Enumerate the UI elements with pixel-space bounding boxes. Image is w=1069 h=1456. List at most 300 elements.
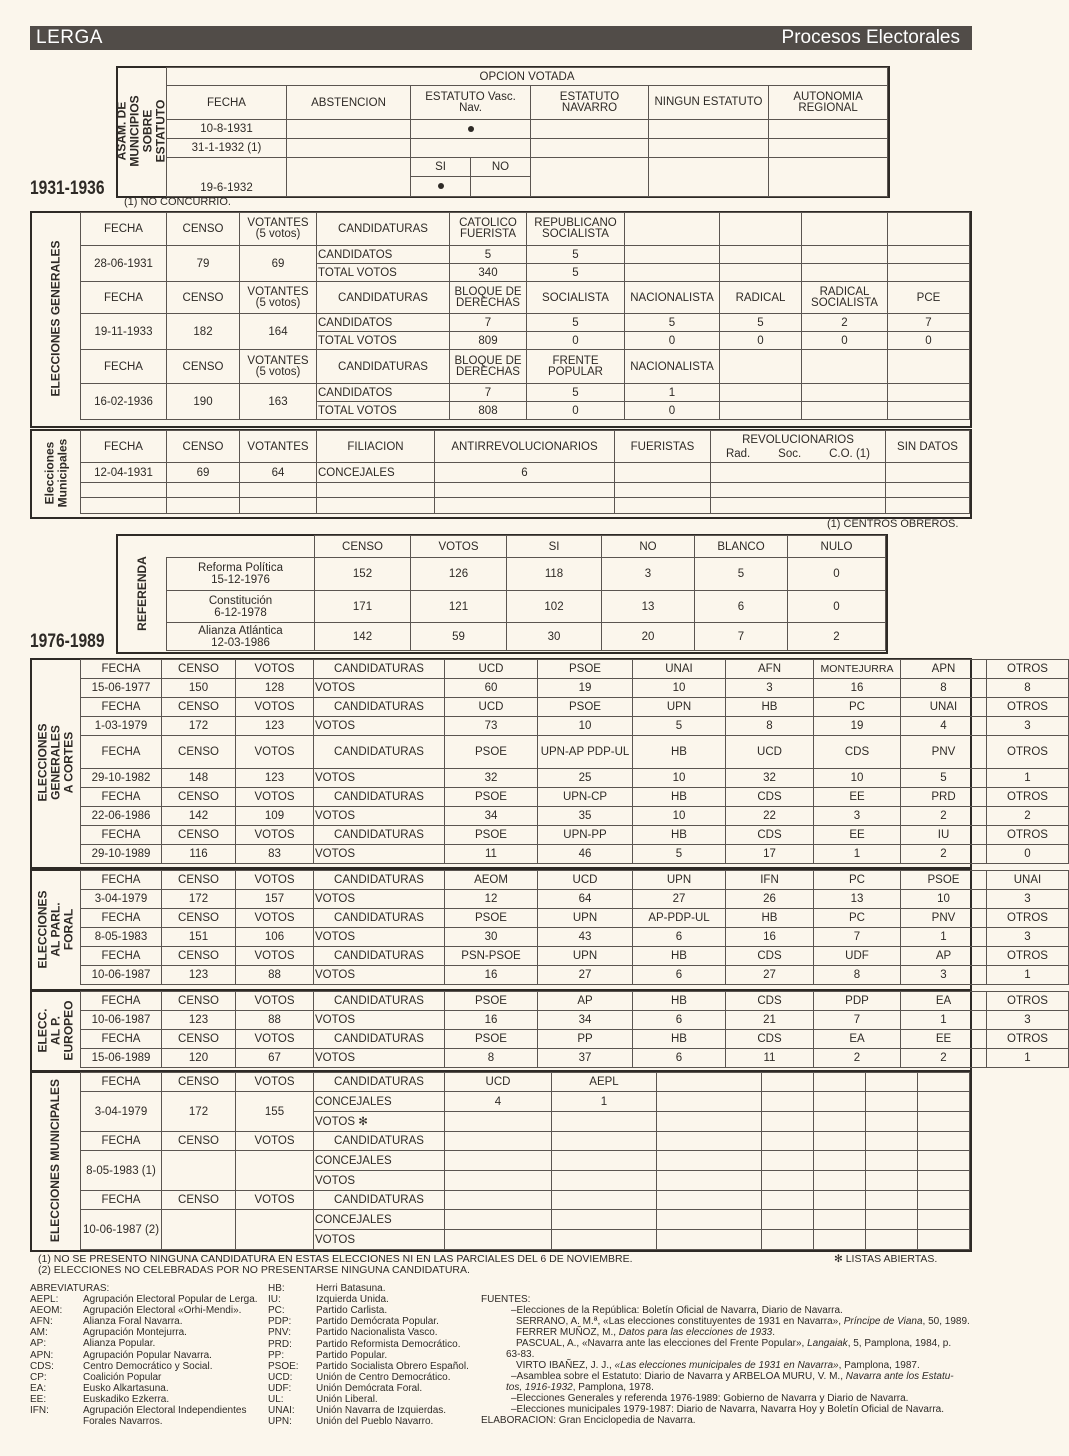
row-label: TOTAL VOTOS [317,332,450,350]
col-head: VOTOS [236,660,314,679]
party-head: REPUBLICANO SOCIALISTA [527,213,625,246]
value-cell: 16 [445,1011,538,1030]
value-cell: 2 [901,845,987,864]
abbr-value: Coalición Popular [83,1371,162,1383]
footnotes [38,1254,633,1277]
referendum-name-cell: Constitución 6-12-1978 [167,591,315,623]
votos-cell: 123 [236,769,314,788]
party-head: CATOLICO FUERISTA [450,213,527,246]
municipales-1931-label: Elecciones Municipales [42,438,70,508]
abbr-value: Unión Navarra de Izquierdas. [316,1405,447,1417]
value-cell: 27 [538,966,633,985]
party-head: OTROS [987,992,1069,1011]
value-cell: 3 [901,966,987,985]
row-label: VOTOS ✻ [314,1112,445,1132]
censo-cell: 120 [162,1049,236,1068]
value-cell: 1 [987,966,1069,985]
fuente-line: VIRTO IBAÑEZ, J. J., «Las elecciones municipales de 1931 en Navarra», Pamplona, 1987. [516,1360,920,1371]
col-head: CENSO [167,350,240,384]
col-head: CANDIDATURAS [317,282,450,314]
party-head: HB [726,909,814,928]
value-cell: 0 [788,591,886,623]
abbr-value: Herri Batasuna. [316,1283,386,1294]
value-cell: 152 [315,558,411,591]
value-cell: 5 [695,558,788,591]
col-head: CANDIDATURAS [314,871,445,890]
censo-cell: 116 [162,845,236,864]
col-head: SI [507,536,602,558]
party-head: CDS [726,788,814,807]
table-row [81,679,1069,698]
col-head: VOTOS [236,1073,314,1092]
table-header-row [81,736,1069,769]
row-label: CANDIDATOS [317,246,450,264]
party-head: UNAI [633,660,726,679]
row-label: CONCEJALES [314,1092,445,1112]
abbr-value: Forales Navarros. [83,1416,163,1428]
date-cell: 29-10-1982 [81,769,162,788]
vote-dot-icon [468,126,474,132]
party-head: PDP [814,992,901,1011]
party-head: RADICAL SOCIALISTA [802,282,888,314]
col-head: CANDIDATURAS [314,947,445,966]
municipales-1931-table [80,430,970,514]
col-head: FECHA [81,282,167,314]
abbr-value: Agrupación Montejurra. [83,1327,187,1339]
col-head: CENSO [162,1132,236,1151]
abbr-value: Euskadiko Ezkerra. [83,1393,170,1405]
col-head: AUTONOMIA REGIONAL [769,86,888,120]
abbr-value: Alianza Foral Navarra. [83,1316,183,1328]
party-head: AP [901,947,987,966]
col-head: CENSO [167,213,240,246]
value-cell: 6 [695,591,788,623]
date-cell: 10-06-1987 [81,1011,162,1030]
table-header-row [81,660,1069,679]
col-head: FECHA [81,871,162,890]
abbr-key: AEOM: [30,1305,63,1317]
value-cell: 121 [411,591,507,623]
party-head: APN [901,660,987,679]
col-head: VOTOS [236,1132,314,1151]
value-cell: 37 [538,1049,633,1068]
table-row [81,807,1069,826]
party-head: UPN [633,871,726,890]
party-head: OTROS [987,909,1069,928]
party-head: MONTEJURRA [814,660,901,679]
value-cell: 2 [802,314,888,332]
abbr-list-2 [268,1283,478,1433]
value-cell: 6 [633,1049,726,1068]
col-head: CENSO [162,947,236,966]
value-cell: 1 [901,928,987,947]
value-cell: 0 [788,558,886,591]
censo-cell: 172 [162,890,236,909]
footnote-2: (2) ELECCIONES NO CELEBRADAS POR NO PRESENTARSE NINGUNA CANDIDATURA. [38,1264,470,1277]
date-cell: 15-06-1989 [81,1049,162,1068]
row-label: VOTOS [314,1049,445,1068]
col-head: CENSO [162,1191,236,1210]
value-cell: 3 [726,679,814,698]
municipales-79-label: ELECCIONES MUNICIPALES [48,1078,63,1243]
value-cell: 17 [726,845,814,864]
col-head: FECHA [81,947,162,966]
party-head: CDS [814,736,901,769]
row-label: VOTOS [314,966,445,985]
fuente-line: 63-83. [506,1349,535,1360]
abbr-key: AM: [30,1327,48,1339]
abbr-value: Partido Socialista Obrero Español. [316,1360,469,1372]
censo-cell: 69 [167,463,240,483]
value-cell: 59 [411,623,507,651]
generales-1931-table [80,212,970,420]
abbr-key: UNAI: [268,1405,295,1417]
value-cell: 34 [445,807,538,826]
date-cell: 10-06-1987 [81,966,162,985]
value-cell: 7 [888,314,970,332]
party-head: OTROS [987,1030,1069,1049]
header-left-title: LERGA [36,27,103,48]
value-cell: 10 [633,679,726,698]
col-head: FECHA [81,660,162,679]
abbr-value: Agrupación Electoral Independientes [83,1405,247,1416]
party-head: CDS [726,1030,814,1049]
col-head: CENSO [162,660,236,679]
value-cell: 16 [726,928,814,947]
party-head: FRENTE POPULAR [527,350,625,384]
party-head: OTROS [987,788,1069,807]
votos-cell: 88 [236,1011,314,1030]
party-head: PCE [888,282,970,314]
col-head: CANDIDATURAS [314,1191,445,1210]
row-label: CANDIDATOS [317,314,450,332]
abbr-key: PRD: [268,1338,292,1350]
party-head: RADICAL [720,282,802,314]
abbr-value: Partido Popular. [316,1349,388,1361]
si-no-cell [411,158,531,197]
abbr-value: Partido Demócrata Popular. [316,1316,439,1328]
value-cell: 3 [602,558,695,591]
fuente-line: tos, 1916-1932, Pamplona, 1978. [506,1382,654,1393]
party-head: AP [538,992,633,1011]
value-cell: 27 [633,890,726,909]
value-cell: 2 [788,623,886,651]
col-head: FUERISTAS [615,431,711,463]
header-right-title: Procesos Electorales [781,27,960,48]
value-cell: 340 [450,264,527,282]
votos-cell: 67 [236,1049,314,1068]
table-row [167,591,886,623]
fuente-line: SERRANO, A. M.ª, «Las elecciones constituyentes de 1931 en Navarra», Príncipe de Viana, 50, 1989. [516,1316,970,1327]
col-head: FECHA [167,86,287,120]
referendum-name-cell: Alianza Atlántica 12-03-1986 [167,623,315,651]
col-head: FECHA [81,350,167,384]
party-head: PSOE [901,871,987,890]
party-head: PC [814,698,901,717]
value-cell: 11 [445,845,538,864]
value-cell: 6 [633,966,726,985]
value-cell: 10 [901,890,987,909]
abbr-value: Agrupación Popular Navarra. [83,1349,212,1361]
votos-cell: 109 [236,807,314,826]
value-cell: 0 [987,845,1069,864]
date-cell: 8-05-1983 [81,928,162,947]
row-label: VOTOS [314,845,445,864]
votos-cell: 157 [236,890,314,909]
abbr-key: PNV: [268,1327,291,1339]
censo-cell: 151 [162,928,236,947]
row-label: VOTOS [314,717,445,736]
value-cell: 8 [445,1049,538,1068]
party-head: PSOE [445,736,538,769]
value-cell: 5 [901,769,987,788]
col-head: CENSO [162,1030,236,1049]
party-head: UNAI [901,698,987,717]
footnote-star: ✻ LISTAS ABIERTAS. [834,1253,938,1265]
col-head: NO [602,536,695,558]
fuente-line: –Asamblea sobre el Estatuto: Diario de Navarra y ARBELOA MURU, V. M., Navarra ante los Estatu- [511,1371,954,1382]
value-cell: 5 [527,384,625,402]
sub-head: Rad. [725,447,751,460]
fuente-line: FERRER MUÑOZ, M., Datos para las elecciones de 1933. [516,1327,775,1338]
vote-dot-cell [411,120,531,139]
value-cell: 73 [445,717,538,736]
europeo-table [80,991,1069,1068]
value-cell: 12 [445,890,538,909]
value-cell: 32 [445,769,538,788]
col-head: VOTOS [236,788,314,807]
value-cell: 118 [507,558,602,591]
municipales-79-table [80,1072,970,1250]
value-cell: 8 [987,679,1069,698]
party-head: UPN-CP [538,788,633,807]
abbr-key: APN: [30,1349,54,1361]
abbr-value: Unión de Centro Democrático. [316,1371,451,1383]
value-cell: 22 [726,807,814,826]
col-head: CANDIDATURAS [314,992,445,1011]
party-head: OTROS [987,736,1069,769]
party-head: UCD [726,736,814,769]
col-head: CANDIDATURAS [314,1030,445,1049]
party-head: HB [726,698,814,717]
value-cell: 10 [814,769,901,788]
abbr-key: AEPL: [30,1294,59,1305]
col-head: VOTANTES (5 votos) [240,350,317,384]
censo-cell: 190 [167,384,240,420]
value-cell: 5 [450,246,527,264]
sub-head: Soc. [778,447,802,460]
votos-cell: 106 [236,928,314,947]
abbr-value: Partido Carlista. [316,1305,388,1317]
party-head: HB [633,1030,726,1049]
party-head: NACIONALISTA [625,350,720,384]
table-row [167,558,886,591]
value-cell: 7 [450,384,527,402]
europeo-label: ELECC. AL P. EUROPEO [35,999,76,1061]
col-head: CENSO [162,992,236,1011]
table-row [81,890,1069,909]
votos-cell: 83 [236,845,314,864]
value-cell: 142 [315,623,411,651]
col-head: FECHA [81,992,162,1011]
col-head: VOTOS [236,909,314,928]
abbr-key: PC: [268,1305,285,1317]
party-head: PSOE [538,660,633,679]
abbr-key: AFN: [30,1316,53,1328]
value-cell: 2 [987,807,1069,826]
col-head: VOTOS [411,536,507,558]
fuente-line: –Elecciones municipales 1979-1987: Diario de Navarra, Navarra Hoy y Boletín Oficial de Navarra. [511,1404,944,1415]
votantes-cell: 64 [240,463,317,483]
value-cell: 16 [814,679,901,698]
party-head: UCD [538,871,633,890]
col-head: VOTOS [236,947,314,966]
revolucionarios-head [711,431,886,463]
party-head: UPN-PP [538,826,633,845]
col-head: FECHA [81,909,162,928]
fuente-line: PASCUAL, A., «Navarra ante las elecciones del Frente Popular», Langaiak, 5, Pamplona, 1984, p. [516,1338,952,1349]
table-row [81,1049,1069,1068]
party-head: OTROS [987,826,1069,845]
party-head: CDS [726,826,814,845]
abbr-value: Unión Liberal. [316,1394,378,1405]
value-cell: 808 [450,402,527,420]
value-cell: 43 [538,928,633,947]
cortes-table [80,659,1069,864]
col-head: CANDIDATURAS [314,736,445,769]
col-head: VOTOS [236,1191,314,1210]
party-head: UNAI [987,871,1069,890]
si-label: SI [411,158,471,176]
abbr-key: EA: [30,1382,47,1394]
value-cell: 1 [814,845,901,864]
col-head: SIN DATOS [886,431,970,463]
party-head: AEOM [445,871,538,890]
row-label: CONCEJALES [317,463,435,483]
table-header-row [81,909,1069,928]
referendum-name-cell: Reforma Política 15-12-1976 [167,558,315,591]
col-head: CANDIDATURAS [314,660,445,679]
period-1976: 1976-1989 [30,631,105,652]
value-cell: 46 [538,845,633,864]
party-head: EA [814,1030,901,1049]
table-header-row [81,788,1069,807]
date-cell: 10-8-1931 [167,120,287,139]
value-cell: 13 [602,591,695,623]
value-cell: 3 [987,928,1069,947]
value-cell: 6 [633,928,726,947]
table-row [167,623,886,651]
col-head: VOTOS [236,1030,314,1049]
party-head: PSOE [445,788,538,807]
value-cell: 1 [552,1092,657,1112]
value-cell: 13 [814,890,901,909]
votantes-cell: 163 [240,384,317,420]
row-label: CONCEJALES [314,1151,445,1171]
censo-cell: 123 [162,1011,236,1030]
col-head: FECHA [81,431,167,463]
col-head: VOTANTES [240,431,317,463]
value-cell: 2 [901,807,987,826]
value-cell: 0 [527,402,625,420]
value-cell: 1 [625,384,720,402]
abbr-value: Agrupación Electoral «Orhi-Mendi». [83,1305,242,1317]
party-head: UDF [814,947,901,966]
col-head: ESTATUTO NAVARRO [531,86,649,120]
votos-cell: 123 [236,717,314,736]
period-1931: 1931-1936 [30,178,105,199]
table-row [81,845,1069,864]
value-cell: 3 [987,717,1069,736]
value-cell: 5 [720,314,802,332]
censo-cell: 182 [167,314,240,350]
abbr-key: IU: [268,1294,281,1306]
col-head: VOTOS [236,992,314,1011]
table-header-row [81,992,1069,1011]
censo-cell: 142 [162,807,236,826]
value-cell: 5 [625,314,720,332]
party-head: BLOQUE DE DERECHAS [450,350,527,384]
value-cell: 1 [901,1011,987,1030]
date-cell: 28-06-1931 [81,246,167,282]
abbr-key: EE: [30,1393,47,1405]
party-head: HB [633,992,726,1011]
value-cell: 30 [507,623,602,651]
party-head: PC [814,871,901,890]
value-cell: 19 [538,679,633,698]
col-head: ANTIRREVOLUCIONARIOS [435,431,615,463]
party-head: OTROS [987,947,1069,966]
abbr-value: Centro Democrático y Social. [83,1360,213,1372]
party-head: IU [901,826,987,845]
asamblea-note: (1) NO CONCURRIO. [124,196,231,208]
footnote-1: (1) NO SE PRESENTO NINGUNA CANDIDATURA EN ESTAS ELECCIONES NI EN LAS PARCIALES DEL 6 DE NOVIEMBRE. [38,1253,633,1265]
table-header-row [81,1030,1069,1049]
party-head: BLOQUE DE DERECHAS [450,282,527,314]
party-head: UCD [445,660,538,679]
date-cell: 15-06-1977 [81,679,162,698]
value-cell: 64 [538,890,633,909]
value-cell: 5 [527,264,625,282]
votantes-cell: 164 [240,314,317,350]
value-cell: 35 [538,807,633,826]
abbr-key: PSOE: [268,1360,299,1372]
abbr-key: PP: [268,1349,285,1361]
party-head: PRD [901,788,987,807]
col-head: ESTATUTO Vasc. Nav. [411,86,531,120]
votantes-cell: 69 [240,246,317,282]
party-head: HB [633,826,726,845]
censo-cell: 172 [162,717,236,736]
party-head: UCD [445,698,538,717]
value-cell: 6 [435,463,615,483]
value-cell: 10 [538,717,633,736]
date-cell: 19-11-1933 [81,314,167,350]
col-head: CENSO [162,698,236,717]
party-head: HB [633,947,726,966]
col-head: FECHA [81,788,162,807]
party-head: PSOE [445,1030,538,1049]
table-row [81,928,1069,947]
row-label: VOTOS [314,679,445,698]
value-cell: 171 [315,591,411,623]
col-head: CENSO [162,826,236,845]
col-head: NINGUN ESTATUTO [649,86,769,120]
col-head: VOTOS [236,826,314,845]
date-cell: 1-03-1979 [81,717,162,736]
censo-cell: 79 [167,246,240,282]
party-head: EE [814,788,901,807]
